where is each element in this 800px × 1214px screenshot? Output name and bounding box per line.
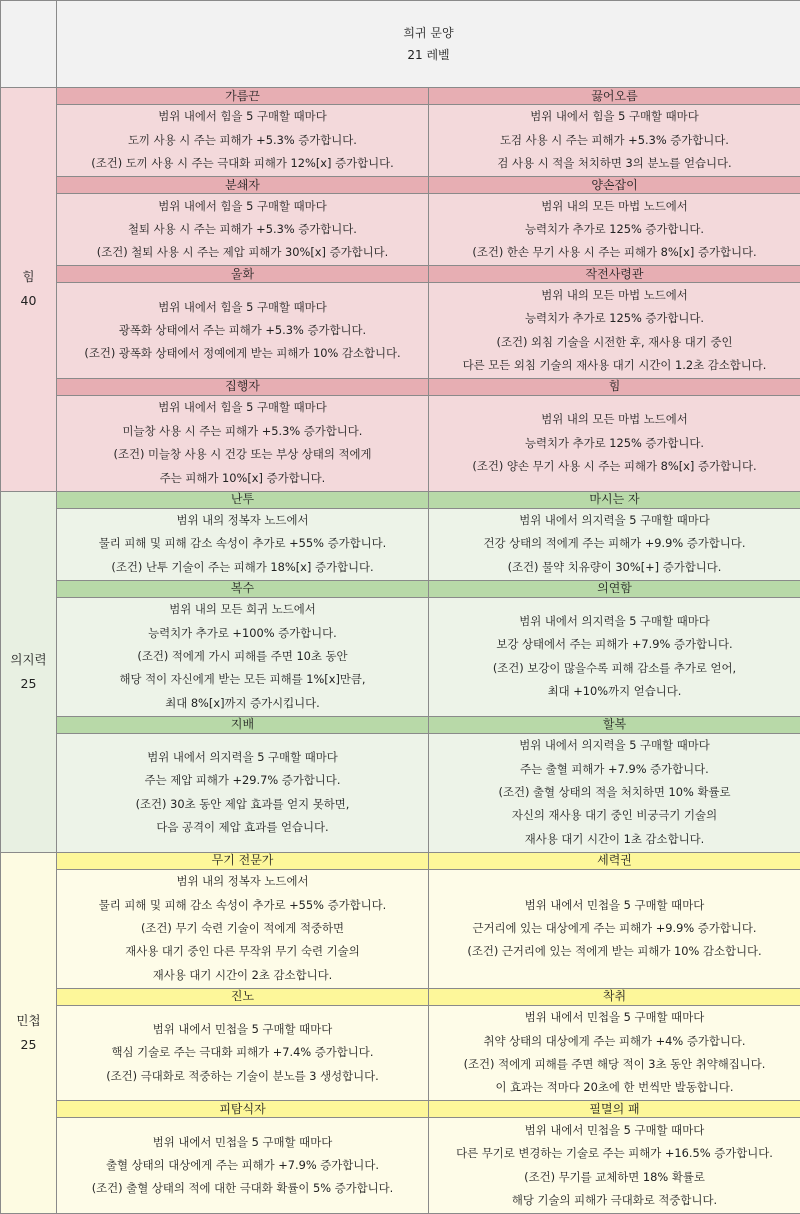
description-line: (조건) 광폭화 상태에서 정예에게 받는 피해가 10% 감소합니다. xyxy=(59,342,426,365)
glyph-description xyxy=(57,395,429,491)
description-line: 범위 내에서 민첩을 5 구매할 때마다 xyxy=(431,894,798,917)
stat-category-label: 민첩 xyxy=(1,1009,56,1033)
glyph-description xyxy=(429,733,800,852)
glyph-name: 무기 전문가 xyxy=(57,852,429,869)
description-line: (조건) 30초 동안 제압 효과를 얻지 못하면, xyxy=(59,793,426,816)
description-line: (조건) 철퇴 사용 시 주는 제압 피해가 30%[x] 증가합니다. xyxy=(59,241,426,264)
glyph-name: 진노 xyxy=(57,988,429,1005)
glyph-name-row xyxy=(1,988,800,1005)
glyph-name: 끓어오름 xyxy=(429,88,800,105)
description-line: (조건) 출혈 상태의 적에 대한 극대화 확률이 5% 증가합니다. xyxy=(59,1177,426,1200)
glyph-name: 양손잡이 xyxy=(429,177,800,194)
description-line: 자신의 재사용 대기 중인 비궁극기 기술의 xyxy=(431,804,798,827)
glyph-name: 가름끈 xyxy=(57,88,429,105)
glyph-description xyxy=(57,1005,429,1101)
description-line: 범위 내에서 의지력을 5 구매할 때마다 xyxy=(431,509,798,532)
description-line: 재사용 대기 시간이 2초 감소합니다. xyxy=(59,964,426,987)
description-line: (조건) 무기를 교체하면 18% 확률로 xyxy=(431,1166,798,1189)
description-line: 능력치가 추가로 +100% 증가합니다. xyxy=(59,622,426,645)
glyph-name: 집행자 xyxy=(57,378,429,395)
glyph-desc-row xyxy=(1,283,800,379)
glyph-description xyxy=(429,869,800,988)
description-line: 범위 내에서 힘을 5 구매할 때마다 xyxy=(59,296,426,319)
description-line: 재사용 대기 중인 다른 무작위 무기 숙련 기술의 xyxy=(59,940,426,963)
description-line: (조건) 물약 치유량이 30%[+] 증가합니다. xyxy=(431,556,798,579)
glyph-desc-row xyxy=(1,1118,800,1214)
glyph-description xyxy=(429,1118,800,1214)
glyph-desc-row xyxy=(1,508,800,580)
description-line: 범위 내의 모든 마법 노드에서 xyxy=(431,408,798,431)
glyph-desc-row xyxy=(1,597,800,716)
glyph-name: 작전사령관 xyxy=(429,266,800,283)
stat-category-label: 힘 xyxy=(1,265,56,289)
description-line: 다른 모든 외침 기술의 재사용 대기 시간이 1.2초 감소합니다. xyxy=(431,354,798,377)
description-line: 범위 내에서 힘을 5 구매할 때마다 xyxy=(59,105,426,128)
glyph-desc-row xyxy=(1,1005,800,1101)
description-line: 물리 피해 및 피해 감소 속성이 추가로 +55% 증가합니다. xyxy=(59,532,426,555)
header-cell xyxy=(57,1,800,88)
glyph-name: 착취 xyxy=(429,988,800,1005)
description-line: 범위 내에서 힘을 5 구매할 때마다 xyxy=(59,195,426,218)
description-line: 다음 공격이 제압 효과를 얻습니다. xyxy=(59,816,426,839)
description-line: (조건) 미늘창 사용 시 건강 또는 부상 상태의 적에게 xyxy=(59,443,426,466)
description-line: (조건) 출혈 상태의 적을 처치하면 10% 확률로 xyxy=(431,781,798,804)
glyph-description xyxy=(429,508,800,580)
description-line: 재사용 대기 시간이 1초 감소합니다. xyxy=(431,828,798,851)
glyph-name-row xyxy=(1,266,800,283)
stat-category-cell xyxy=(1,88,57,492)
description-line: 범위 내의 모든 희귀 노드에서 xyxy=(59,598,426,621)
description-line: 주는 출혈 피해가 +7.9% 증가합니다. xyxy=(431,758,798,781)
corner-cell xyxy=(1,1,57,88)
description-line: (조건) 극대화로 적중하는 기술이 분노를 3 생성합니다. xyxy=(59,1065,426,1088)
glyph-name-row xyxy=(1,88,800,105)
glyph-description xyxy=(57,733,429,852)
stat-category-cell xyxy=(1,491,57,852)
description-line: 범위 내의 모든 마법 노드에서 xyxy=(431,284,798,307)
glyph-desc-row xyxy=(1,194,800,266)
description-line: 건강 상태의 적에게 주는 피해가 +9.9% 증가합니다. xyxy=(431,532,798,555)
description-line: 보강 상태에서 주는 피해가 +7.9% 증가합니다. xyxy=(431,633,798,656)
description-line: 이 효과는 적마다 20초에 한 번씩만 발동합니다. xyxy=(431,1076,798,1099)
glyph-name-row xyxy=(1,1101,800,1118)
glyph-description xyxy=(429,597,800,716)
description-line: 핵심 기술로 주는 극대화 피해가 +7.4% 증가합니다. xyxy=(59,1041,426,1064)
description-line: 범위 내에서 힘을 5 구매할 때마다 xyxy=(59,396,426,419)
description-line: 범위 내의 모든 마법 노드에서 xyxy=(431,195,798,218)
glyph-desc-row xyxy=(1,869,800,988)
rarity-title: 희귀 문양 xyxy=(57,22,800,44)
description-line: 범위 내에서 민첩을 5 구매할 때마다 xyxy=(431,1006,798,1029)
glyph-description xyxy=(429,1005,800,1101)
glyph-description xyxy=(429,194,800,266)
description-line: 출혈 상태의 대상에게 주는 피해가 +7.9% 증가합니다. xyxy=(59,1154,426,1177)
glyph-description xyxy=(429,283,800,379)
glyph-name: 필멸의 패 xyxy=(429,1101,800,1118)
description-line: 주는 피해가 10%[x] 증가합니다. xyxy=(59,467,426,490)
description-line: 범위 내에서 민첩을 5 구매할 때마다 xyxy=(431,1119,798,1142)
description-line: (조건) 보강이 많을수록 피해 감소를 추가로 얻어, xyxy=(431,657,798,680)
level-label: 21 레벨 xyxy=(57,44,800,66)
glyph-name: 분쇄자 xyxy=(57,177,429,194)
glyph-name: 피탐식자 xyxy=(57,1101,429,1118)
description-line: 능력치가 추가로 125% 증가합니다. xyxy=(431,432,798,455)
glyph-description xyxy=(429,105,800,177)
glyph-name-row xyxy=(1,716,800,733)
description-line: 범위 내에서 민첩을 5 구매할 때마다 xyxy=(59,1018,426,1041)
description-line: (조건) 무기 숙련 기술이 적에게 적중하면 xyxy=(59,917,426,940)
glyph-name: 난투 xyxy=(57,491,429,508)
description-line: 범위 내에서 의지력을 5 구매할 때마다 xyxy=(431,610,798,633)
description-line: 범위 내에서 의지력을 5 구매할 때마다 xyxy=(431,734,798,757)
glyph-name-row xyxy=(1,852,800,869)
description-line: 범위 내에서 의지력을 5 구매할 때마다 xyxy=(59,746,426,769)
description-line: 근거리에 있는 대상에게 주는 피해가 +9.9% 증가합니다. xyxy=(431,917,798,940)
glyph-name: 마시는 자 xyxy=(429,491,800,508)
glyph-name: 지배 xyxy=(57,716,429,733)
stat-category-label: 의지력 xyxy=(1,648,56,672)
glyph-name-row xyxy=(1,177,800,194)
glyph-description xyxy=(57,105,429,177)
stat-category-value: 25 xyxy=(1,672,56,696)
description-line: (조건) 양손 무기 사용 시 주는 피해가 8%[x] 증가합니다. xyxy=(431,455,798,478)
glyph-name: 의연함 xyxy=(429,580,800,597)
glyph-description xyxy=(57,869,429,988)
glyph-description xyxy=(57,597,429,716)
description-line: (조건) 적에게 피해를 주면 해당 적이 3초 동안 취약해집니다. xyxy=(431,1053,798,1076)
description-line: 주는 제압 피해가 +29.7% 증가합니다. xyxy=(59,769,426,792)
description-line: (조건) 난투 기술이 주는 피해가 18%[x] 증가합니다. xyxy=(59,556,426,579)
description-line: 해당 적이 자신에게 받는 모든 피해를 1%[x]만큼, xyxy=(59,668,426,691)
description-line: 도끼 사용 시 주는 피해가 +5.3% 증가합니다. xyxy=(59,129,426,152)
glyph-name-row xyxy=(1,378,800,395)
description-line: 검 사용 시 적을 처치하면 3의 분노를 얻습니다. xyxy=(431,152,798,175)
description-line: 취약 상태의 대상에게 주는 피해가 +4% 증가합니다. xyxy=(431,1030,798,1053)
description-line: 물리 피해 및 피해 감소 속성이 추가로 +55% 증가합니다. xyxy=(59,894,426,917)
description-line: (조건) 외침 기술을 시전한 후, 재사용 대기 중인 xyxy=(431,331,798,354)
glyph-name: 울화 xyxy=(57,266,429,283)
description-line: (조건) 한손 무기 사용 시 주는 피해가 8%[x] 증가합니다. xyxy=(431,241,798,264)
glyph-name: 세력권 xyxy=(429,852,800,869)
description-line: 해당 기술의 피해가 극대화로 적중합니다. xyxy=(431,1189,798,1212)
description-line: (조건) 근거리에 있는 적에게 받는 피해가 10% 감소합니다. xyxy=(431,940,798,963)
glyph-name: 할복 xyxy=(429,716,800,733)
glyph-description xyxy=(57,283,429,379)
description-line: 최대 8%[x]까지 증가시킵니다. xyxy=(59,692,426,715)
description-line: 범위 내에서 민첩을 5 구매할 때마다 xyxy=(59,1131,426,1154)
description-line: 범위 내에서 힘을 5 구매할 때마다 xyxy=(431,105,798,128)
description-line: 미늘창 사용 시 주는 피해가 +5.3% 증가합니다. xyxy=(59,420,426,443)
glyph-description xyxy=(57,1118,429,1214)
glyph-name: 복수 xyxy=(57,580,429,597)
glyph-description xyxy=(429,395,800,491)
description-line: (조건) 적에게 가시 피해를 주면 10초 동안 xyxy=(59,645,426,668)
glyph-desc-row xyxy=(1,105,800,177)
table-body xyxy=(1,1,800,1214)
description-line: 철퇴 사용 시 주는 피해가 +5.3% 증가합니다. xyxy=(59,218,426,241)
glyph-name-row xyxy=(1,491,800,508)
description-line: 광폭화 상태에서 주는 피해가 +5.3% 증가합니다. xyxy=(59,319,426,342)
glyph-description xyxy=(57,508,429,580)
stat-category-value: 40 xyxy=(1,289,56,313)
description-line: 범위 내의 정복자 노드에서 xyxy=(59,509,426,532)
description-line: 최대 +10%까지 얻습니다. xyxy=(431,680,798,703)
description-line: 도검 사용 시 주는 피해가 +5.3% 증가합니다. xyxy=(431,129,798,152)
description-line: 능력치가 추가로 125% 증가합니다. xyxy=(431,218,798,241)
header-row xyxy=(1,1,800,88)
glyph-desc-row xyxy=(1,733,800,852)
glyph-desc-row xyxy=(1,395,800,491)
glyph-description xyxy=(57,194,429,266)
description-line: 범위 내의 정복자 노드에서 xyxy=(59,870,426,893)
description-line: 다른 무기로 변경하는 기술로 주는 피해가 +16.5% 증가합니다. xyxy=(431,1142,798,1165)
stat-category-cell xyxy=(1,852,57,1213)
glyph-name-row xyxy=(1,580,800,597)
glyph-name: 힘 xyxy=(429,378,800,395)
description-line: 능력치가 추가로 125% 증가합니다. xyxy=(431,307,798,330)
description-line: (조건) 도끼 사용 시 주는 극대화 피해가 12%[x] 증가합니다. xyxy=(59,152,426,175)
stat-category-value: 25 xyxy=(1,1033,56,1057)
